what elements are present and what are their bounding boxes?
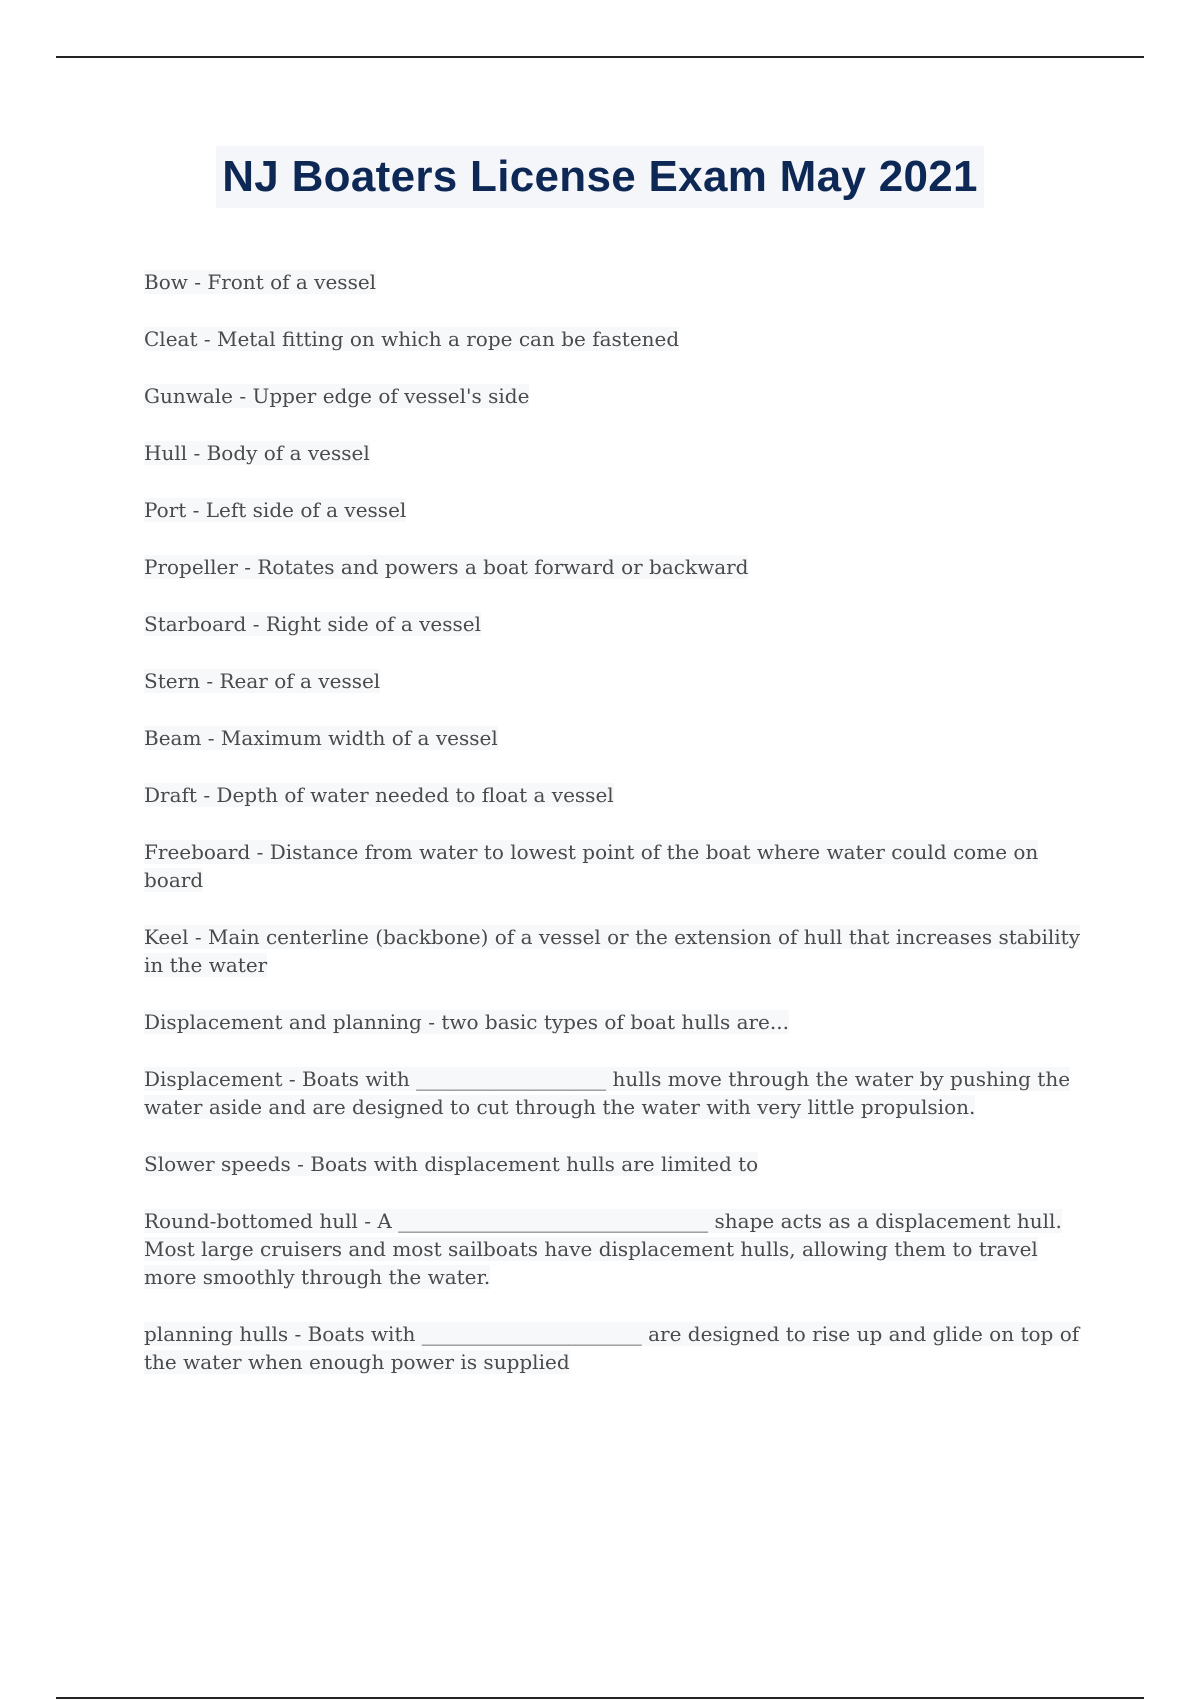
flashcard-entry [144, 1320, 1094, 1376]
flashcard-entry [144, 781, 1094, 809]
entry-text: Hull - Body of a vessel [144, 441, 370, 465]
entry-text: Beam - Maximum width of a vessel [144, 726, 498, 750]
flashcard-entry [144, 496, 1094, 524]
entry-text: Gunwale - Upper edge of vessel's side [144, 384, 530, 408]
flashcard-entry [144, 553, 1094, 581]
entry-text: Bow - Front of a vessel [144, 270, 377, 294]
entry-text: Freeboard - Distance from water to lowest point of the boat where water could come on board [144, 840, 1039, 892]
entry-text: Stern - Rear of a vessel [144, 669, 381, 693]
entry-text: Draft - Depth of water needed to float a vessel [144, 783, 614, 807]
header-rule [56, 56, 1144, 58]
entry-text: Propeller - Rotates and powers a boat forward or backward [144, 555, 749, 579]
flashcard-entry [144, 1008, 1094, 1036]
entry-text: Port - Left side of a vessel [144, 498, 407, 522]
flashcard-entry [144, 1150, 1094, 1178]
flashcard-entry [144, 268, 1094, 296]
flashcard-entry [144, 1207, 1094, 1291]
entry-text: Keel - Main centerline (backbone) of a vessel or the extension of hull that increases stability in the water [144, 925, 1081, 977]
entry-text: Round-bottomed hull - A _______________________________ shape acts as a displacement hull. Most large cruisers and most sailboats have displacement hulls, allowing them to travel more smoothly through the water. [144, 1209, 1062, 1289]
flashcard-entry [144, 724, 1094, 752]
document-title: NJ Boaters License Exam May 2021 [216, 146, 984, 208]
flashcard-entry [144, 439, 1094, 467]
title-container [0, 146, 1200, 208]
flashcard-entry [144, 1065, 1094, 1121]
entry-text: Slower speeds - Boats with displacement hulls are limited to [144, 1152, 759, 1176]
entry-text: Displacement and planning - two basic types of boat hulls are... [144, 1010, 789, 1034]
flashcard-entry [144, 838, 1094, 894]
flashcard-entry [144, 382, 1094, 410]
flashcard-entry [144, 923, 1094, 979]
entry-text: planning hulls - Boats with ______________________ are designed to rise up and glide on top of the water when enough power is supplied [144, 1322, 1080, 1374]
flashcard-entry [144, 667, 1094, 695]
entry-text: Displacement - Boats with ___________________ hulls move through the water by pushing the water aside and are designed to cut through the water with very little propulsion. [144, 1067, 1071, 1119]
entry-text: Cleat - Metal fitting on which a rope can be fastened [144, 327, 680, 351]
flashcard-entry [144, 325, 1094, 353]
footer-rule [56, 1697, 1144, 1699]
entry-text: Starboard - Right side of a vessel [144, 612, 481, 636]
flashcard-list [144, 268, 1094, 1405]
flashcard-entry [144, 610, 1094, 638]
